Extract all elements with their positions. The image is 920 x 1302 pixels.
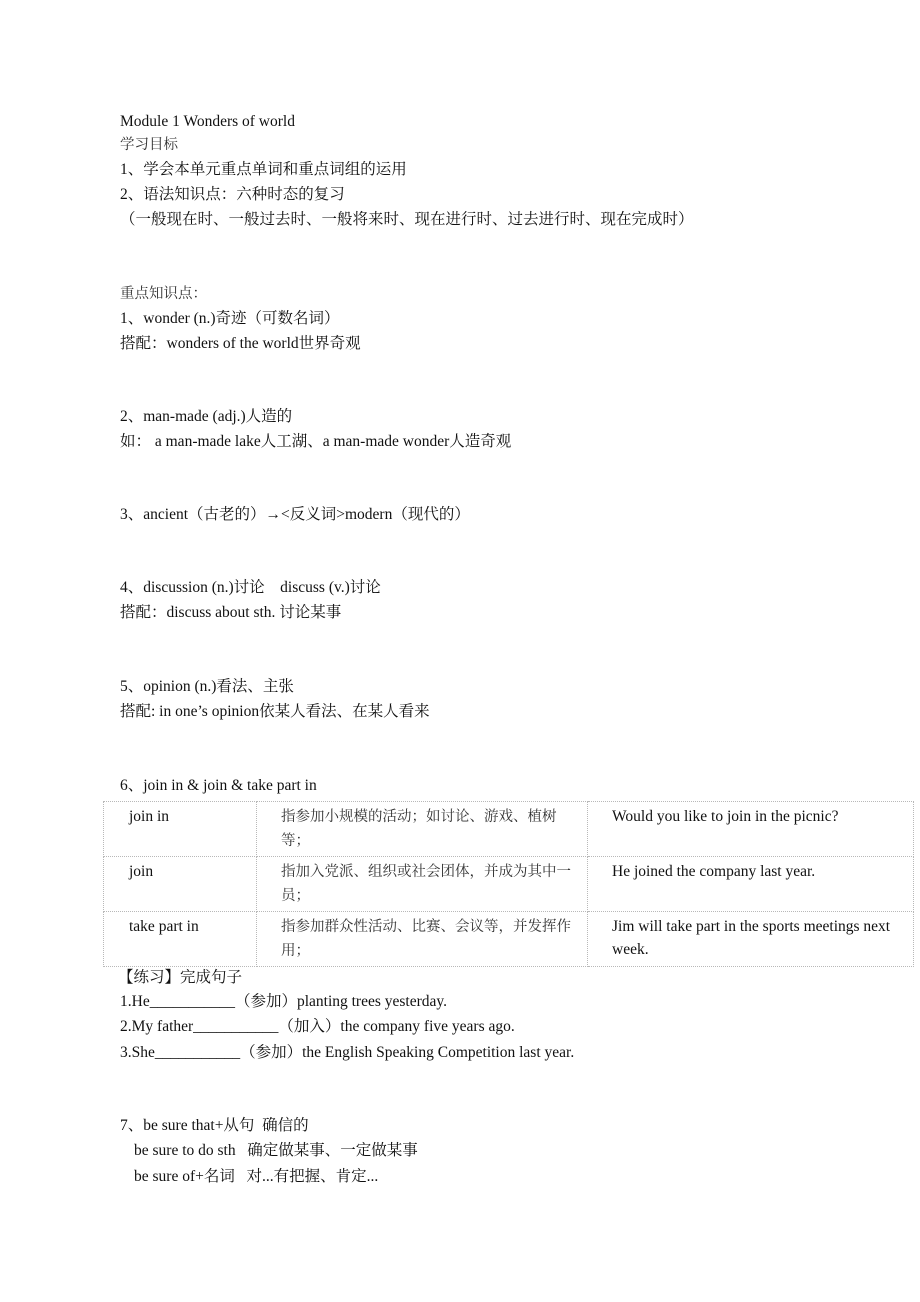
- point-3-title: 3、ancient（古老的）→<反义词>modern（现代的）: [120, 506, 470, 523]
- exercise-item-2: 2.My father___________（加入）the company five years ago.: [120, 1018, 515, 1035]
- table-cell-example: Would you like to join in the picnic?: [588, 802, 914, 857]
- point-7-usage-3: be sure of+名词 对...有把握、肯定...: [134, 1168, 379, 1185]
- objectives-heading: 学习目标: [120, 137, 178, 153]
- table-row: [104, 802, 914, 857]
- point-7-title: 7、be sure that+从句 确信的: [120, 1117, 309, 1134]
- point-4-collocation: 搭配：discuss about sth. 讨论某事: [120, 604, 342, 621]
- table-cell-meaning: [257, 802, 588, 857]
- table-row: [104, 912, 914, 967]
- table-cell-example: Jim will take part in the sports meetings next week.: [588, 912, 914, 967]
- table-row: [104, 857, 914, 912]
- point-2-title: 2、man-made (adj.)人造的: [120, 408, 293, 425]
- comparison-table: [103, 801, 914, 967]
- point-4-title: 4、discussion (n.)讨论 discuss (v.)讨论: [120, 579, 381, 596]
- meaning-text: 指参加群众性活动、比赛、会议等，并发挥作用；: [281, 919, 571, 959]
- point-6-title: 6、join in & join & take part in: [120, 777, 317, 794]
- key-points-heading: 重点知识点：: [120, 286, 207, 302]
- table-cell-term: join: [104, 857, 257, 912]
- table-cell-meaning: [257, 857, 588, 912]
- point-1-title: 1、wonder (n.)奇迹（可数名词）: [120, 310, 340, 327]
- point-7-usage-2: be sure to do sth 确定做某事、一定做某事: [134, 1142, 418, 1159]
- table-cell-meaning: [257, 912, 588, 967]
- table-cell-example: He joined the company last year.: [588, 857, 914, 912]
- meaning-text: 指参加小规模的活动；如讨论、游戏、植树等；: [281, 809, 557, 849]
- point-1-collocation: 搭配：wonders of the world世界奇观: [120, 335, 361, 352]
- exercise-item-1: 1.He___________（参加）planting trees yesterday.: [120, 993, 448, 1010]
- exercise-item-3: 3.She___________（参加）the English Speaking Competition last year.: [120, 1044, 575, 1061]
- objective-tenses: （一般现在时、一般过去时、一般将来时、现在进行时、过去进行时、现在完成时）: [120, 211, 694, 228]
- table-cell-term: join in: [104, 802, 257, 857]
- exercise-heading: 【练习】完成句子: [118, 969, 243, 986]
- objective-1: 1、学会本单元重点单词和重点词组的运用: [120, 161, 407, 178]
- point-5-collocation: 搭配: in one’s opinion依某人看法、在某人看来: [120, 703, 430, 720]
- objective-2: 2、语法知识点：六种时态的复习: [120, 186, 345, 203]
- meaning-text: 指加入党派、组织或社会团体，并成为其中一员；: [281, 864, 571, 904]
- point-2-example: 如： a man-made lake人工湖、a man-made wonder人造奇观: [120, 433, 512, 450]
- table-cell-term: take part in: [104, 912, 257, 967]
- document-title: Module 1 Wonders of world: [120, 113, 295, 130]
- point-5-title: 5、opinion (n.)看法、主张: [120, 678, 294, 695]
